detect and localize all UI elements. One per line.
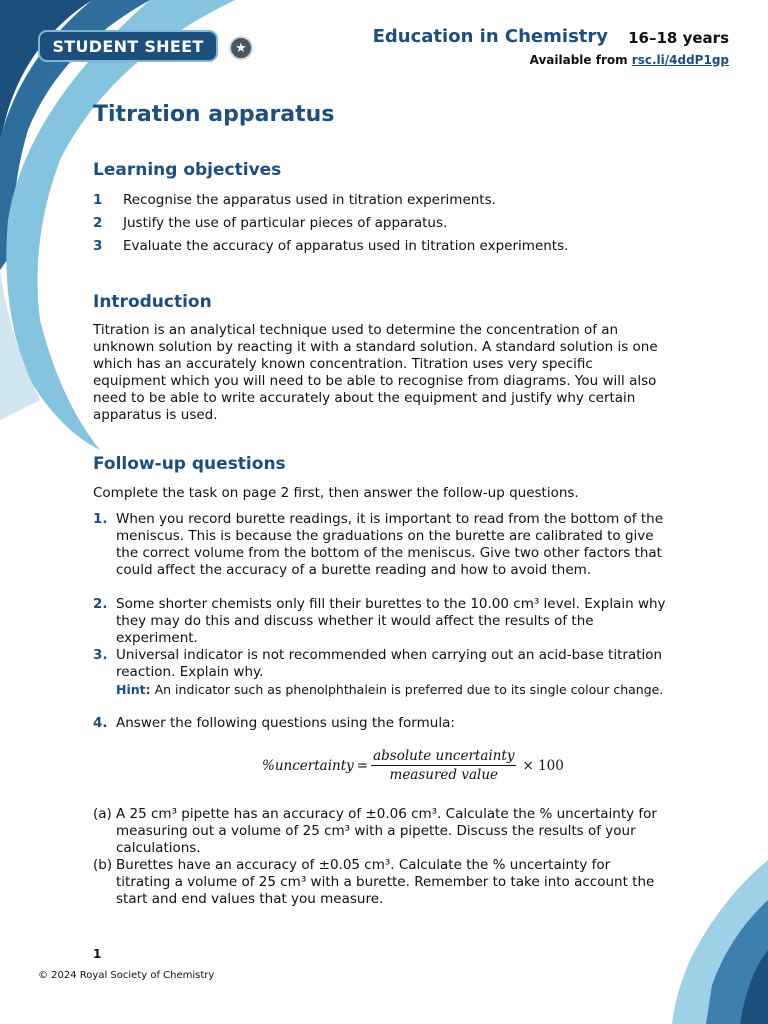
hint-label: Hint:	[116, 682, 151, 697]
question-text: When you record burette readings, it is important to read from the bottom of the meniscus. This is because the graduations on the burette are calibrated to give the correct volume from the bottom of the meniscus. Give two other factors that could affect the accuracy of a burette reading and how to avoid them.	[116, 511, 663, 578]
page-title: Titration apparatus	[93, 102, 335, 127]
objective-text: Justify the use of particular pieces of apparatus.	[123, 215, 448, 231]
objective-number: 2	[93, 215, 103, 231]
formula-fraction	[371, 748, 516, 783]
objective-text: Evaluate the accuracy of apparatus used in titration experiments.	[123, 238, 569, 254]
question-text: Universal indicator is not recommended when carrying out an acid-base titration reaction. Explain why.	[116, 647, 663, 680]
introduction-text: Titration is an analytical technique used to determine the concentration of an unknown solution by reacting it with a standard solution. A standard solution is one which has an accurately known concentration. Titration uses very specific equipment which you will need to be able to recognise from diagrams. You will also need to be able to write accurately about the equipment and justify why certain apparatus is used.	[93, 322, 658, 423]
formula-lhs: %uncertainty	[262, 757, 354, 774]
availability-line	[530, 53, 729, 67]
available-prefix: Available from	[529, 53, 632, 67]
objective-number: 1	[93, 192, 103, 208]
copyright-notice: © 2024 Royal Society of Chemistry	[38, 970, 215, 981]
learning-objectives-heading: Learning objectives	[93, 160, 282, 180]
follow-up-heading: Follow-up questions	[93, 454, 286, 474]
subpart-text: A 25 cm³ pipette has an accuracy of ±0.06 cm³. Calculate the % uncertainty for measuring out a volume of 25 cm³ with a pipette. Discuss the results of your calculations.	[116, 806, 657, 856]
introduction-heading: Introduction	[93, 292, 212, 312]
hint-body: An indicator such as phenolphthalein is preferred due to its single colour change.	[150, 682, 664, 697]
subpart-label: (a)	[93, 806, 112, 822]
question-item	[93, 596, 668, 647]
page-number: 1	[93, 947, 102, 961]
subpart-item	[93, 857, 668, 908]
age-range: 16–18 years	[628, 29, 729, 47]
subpart-label: (b)	[93, 857, 113, 873]
question-number: 4.	[93, 715, 108, 731]
follow-up-intro: Complete the task on page 2 first, then answer the follow-up questions.	[93, 485, 579, 501]
formula-factor: × 100	[522, 757, 564, 774]
question-number: 2.	[93, 596, 108, 612]
question-item	[93, 647, 668, 698]
subpart-text: Burettes have an accuracy of ±0.05 cm³. Calculate the % uncertainty for titrating a volume of 25 cm³ with a burette. Remember to take into account the start and end values that you measure.	[116, 857, 655, 907]
question-item	[93, 511, 668, 579]
question-number: 1.	[93, 511, 108, 527]
hint-text	[116, 681, 668, 698]
question-number: 3.	[93, 647, 108, 663]
source-link[interactable]: rsc.li/4ddP1gp	[631, 53, 729, 67]
question-text: Answer the following questions using the formula:	[116, 715, 455, 731]
question-text: Some shorter chemists only fill their burettes to the 10.00 cm³ level. Explain why they may do this and discuss whether it would affect the results of the experiment.	[116, 596, 666, 646]
formula-equals: =	[356, 757, 369, 774]
question-item	[93, 715, 668, 732]
subpart-item	[93, 806, 668, 857]
student-sheet-badge: STUDENT SHEET	[38, 30, 218, 62]
objective-text: Recognise the apparatus used in titration experiments.	[123, 192, 496, 208]
star-icon: ★	[229, 36, 253, 60]
publication-title: Education in Chemistry	[372, 26, 608, 47]
formula-denominator: measured value	[389, 767, 499, 783]
objective-number: 3	[93, 238, 103, 254]
uncertainty-formula	[262, 748, 564, 783]
formula-numerator: absolute uncertainty	[373, 748, 515, 764]
